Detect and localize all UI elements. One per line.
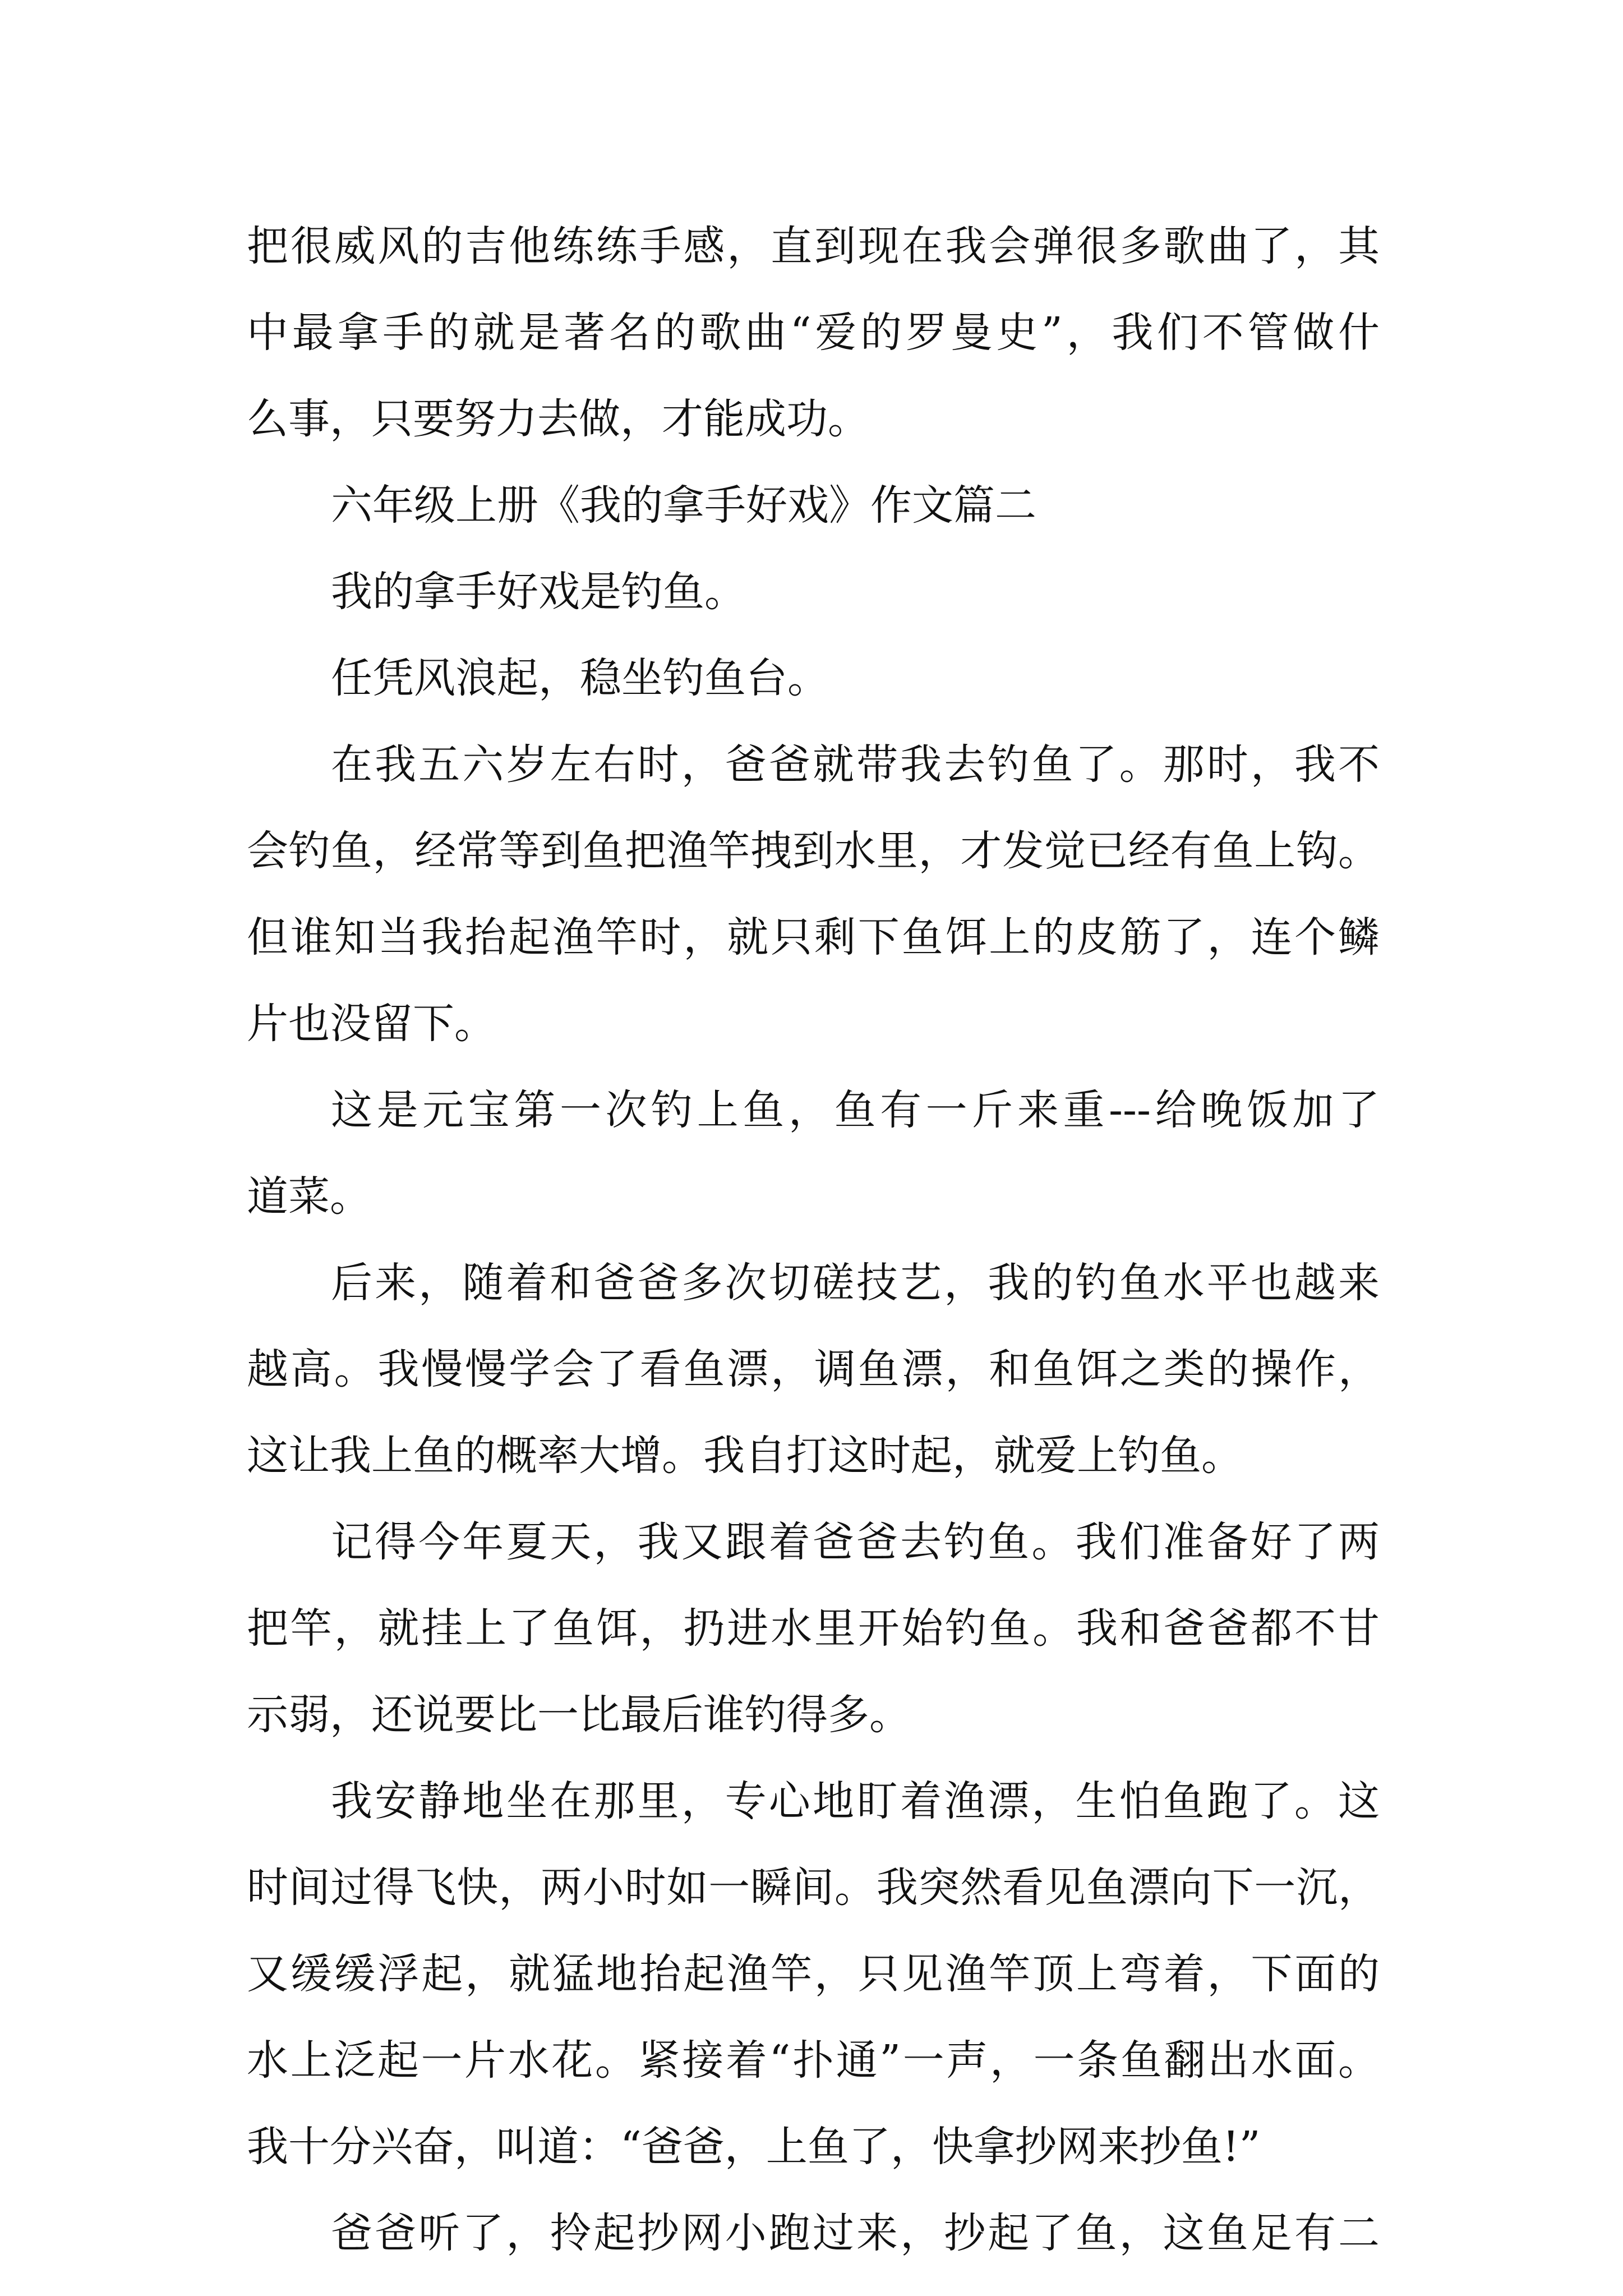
- text-line: 任凭风浪起，稳坐钓鱼台。: [331, 654, 829, 702]
- text-line: 后来，随着和爸爸多次切磋技艺，我的钓鱼水平也越来: [331, 1259, 1380, 1307]
- text-line: 我的拿手好戏是钓鱼。: [331, 568, 746, 616]
- text-line: 么事，只要努力去做，才能成功。: [247, 395, 869, 443]
- text-line: 这是元宝第一次钓上鱼，鱼有一斤来重---给晚饭加了: [331, 1086, 1380, 1134]
- text-line: 我安静地坐在那里，专心地盯着渔漂，生怕鱼跑了。这: [331, 1777, 1380, 1825]
- text-line: 中最拿手的就是著名的歌曲“爱的罗曼史”，我们不管做什: [247, 309, 1380, 357]
- text-line: 在我五六岁左右时，爸爸就带我去钓鱼了。那时，我不: [331, 740, 1380, 789]
- text-line: 会钓鱼，经常等到鱼把渔竿拽到水里，才发觉已经有鱼上钩。: [247, 827, 1380, 875]
- text-line: 片也没留下。: [247, 1000, 496, 1048]
- text-line: 时间过得飞快，两小时如一瞬间。我突然看见鱼漂向下一沉，: [247, 1864, 1380, 1912]
- text-line: 我十分兴奋，叫道：“爸爸，上鱼了，快拿抄网来抄鱼!”: [247, 2123, 1261, 2171]
- text-line: 越高。我慢慢学会了看鱼漂，调鱼漂，和鱼饵之类的操作，: [247, 1345, 1380, 1393]
- text-line: 水上泛起一片水花。紧接着“扑通”一声，一条鱼翻出水面。: [247, 2036, 1380, 2085]
- text-line: 这让我上鱼的概率大增。我自打这时起，就爱上钓鱼。: [247, 1432, 1243, 1480]
- text-line: 爸爸听了，拎起抄网小跑过来，抄起了鱼，这鱼足有二: [331, 2209, 1380, 2257]
- text-line: 但谁知当我抬起渔竿时，就只剩下鱼饵上的皮筋了，连个鳞: [247, 913, 1380, 961]
- text-line: 又缓缓浮起，就猛地抬起渔竿，只见渔竿顶上弯着，下面的: [247, 1950, 1380, 1998]
- section-heading: 六年级上册《我的拿手好戏》作文篇二: [331, 481, 1036, 530]
- text-line: 把很威风的吉他练练手感，直到现在我会弹很多歌曲了，其: [247, 222, 1380, 270]
- text-line: 示弱，还说要比一比最后谁钓得多。: [247, 1691, 911, 1739]
- text-line: 道菜。: [247, 1172, 371, 1221]
- document-body: [247, 203, 1380, 2276]
- text-line: 记得今年夏天，我又跟着爸爸去钓鱼。我们准备好了两: [331, 1518, 1380, 1566]
- text-line: 把竿，就挂上了鱼饵，扔进水里开始钓鱼。我和爸爸都不甘: [247, 1604, 1380, 1653]
